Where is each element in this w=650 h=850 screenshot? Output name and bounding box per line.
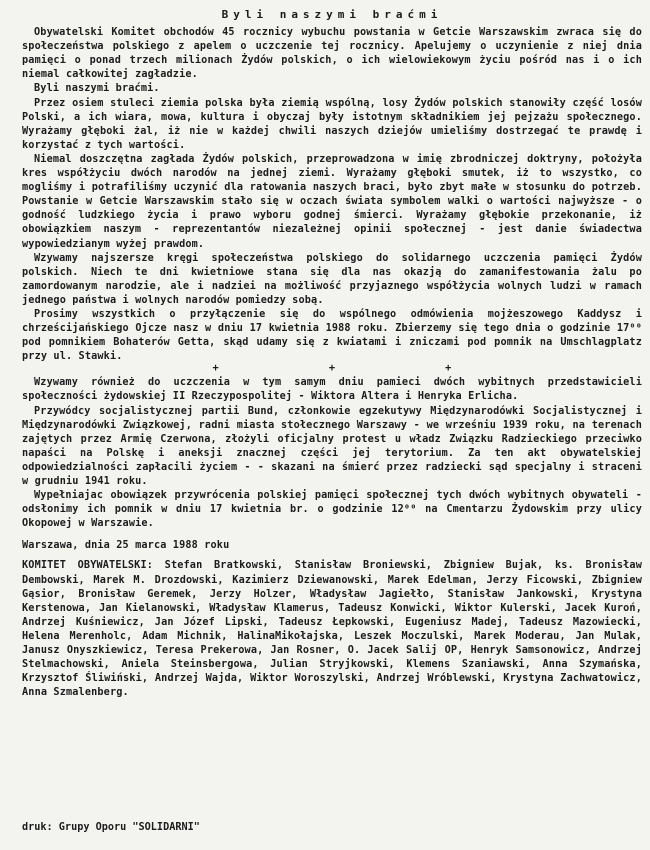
cross-mark: + [328,363,336,375]
paragraph-holocaust: Niemal doszczętna zagłada Żydów polskich, przeprowadzona w imię zbrodniczej doktryny, położyła kres współżyciu dwóch narodów na jednej ziemi. Wyrażamy głęboki smutek, iż to wszystko, co mogliśmy i potrafiliśmy uczynić dla ratowania naszych braci, było zbyt małe w stosunku do potrzeb. Powstanie w Getcie Warszawskim stało się w oczach świata symbolem walki o wartości najwyższe - o godność ludzkiego życia i prawo wyboru godnej śmierci. Wyrażamy głębokie przekonanie, iż obowiązkiem naszym - reprezentantów niezależnej opinii społecznej - jest danie świadectwa wypowiedzianym wyżej prawdom. [22,153,642,250]
paragraph-history: Przez osiem stuleci ziemia polska była ziemią wspólną, losy Żydów polskich stanowiły część losów Polski, a ich wiara, mowa, kultura i obyczaj były istotnym składnikiem jej pejzażu społecznego. Wyrażamy głęboki żal, iż nie w każdej chwili naszych dziejów umieliśmy dostrzegać te prawdę i korzystać z tych wartości. [22,97,642,151]
paragraph-intro: Obywatelski Komitet obchodów 45 rocznicy wybuchu powstania w Getcie Warszawskim zwraca się do społeczeństwa polskiego z apelem o uczczenie tej rocznicy. Apelujemy o uczynienie z niej dnia pamięci o ponad trzech milionach Żydów polskich, o ich wielowiekowym życiu pośród nas i o ich niemal całkowitej zagładzie. [22,27,642,81]
paragraph-call: Wzywamy najszersze kręgi społeczeństwa polskiego do solidarnego uczczenia pamięci Żydów polskich. Niech te dni kwietniowe stana się dla nas okazją do zamanifestowania żalu po zamordowanym narodzie, ale i nadziei na możliwość przyjaznego współżycia wolnych ludzi w ramach jednego państwa i wolnych narodów pomiedzy sobą. [22,252,642,306]
cross-divider [22,364,642,374]
cross-mark: + [212,363,219,375]
paragraph-alter-erlich: Wzywamy również do uczczenia w tym samym dniu pamieci dwóch wybitnych przedstawicieli społeczności żydowskiej II Rzeczypospolitej - Wiktora Altera i Henryka Erlicha. [22,377,642,403]
print-credit: druk: Grupy Oporu "SOLIDARNI" [22,822,200,833]
place-date: Warszawa, dnia 25 marca 1988 roku [22,540,230,552]
cross-mark: + [445,363,452,375]
paragraph-bund: Przywódcy socjalistycznej partii Bund, członkowie egzekutywy Międzynarodówki Socjalistycznej i Międzynarodówki Związkowej, radni miasta stołecznego Warszawy - we wrześniu 1939 roku, na terenach zajętych przez Armię Czerwona, złożyli oficjalny protest u władz Związku Radzieckiego przeciwko napaści na Polskę i aneksji znacznej części jej terytorium. Za ten akt obywatelskiej odpowiedzialności zapłacili życiem - - skazani na śmierć przez radziecki sąd specjalny i straceni w grudniu 1941 roku. [22,405,642,487]
document-title: Byli naszymi braćmi [221,8,443,21]
paragraph-prayer: Prosimy wszystkich o przyłączenie się do wspólnego odmówienia mojżeszowego Kaddysz i chrześcijańskiego Ojcze nasz w dniu 17 kwietnia 1988 roku. Zbierzemy się tego dnia o godzinie 17⁰⁰ pod pomnikiem Bohaterów Getta, skąd udamy się z kwiatami i zniczami pod pomnik na Umschlagplatz przy ul. Stawki. [22,308,642,363]
paragraph-monument: Wypełniajac obowiązek przywrócenia polskiej pamięci społecznej tych dwóch wybitnych obywateli - odsłonimy ich pomnik w dniu 17 kwietnia br. o godzinie 12⁰⁰ na Cmentarzu Żydowskim przy ulicy Okopowej w Warszawie. [22,490,642,530]
paragraph-brothers: Byli naszymi braćmi. [34,83,160,95]
committee-signatories: KOMITET OBYWATELSKI: Stefan Bratkowski, Stanisław Broniewski, Zbigniew Bujak, ks. Bronisław Dembowski, Marek M. Drozdowski, Kazimierz Dziewanowski, Marek Edelman, Jerzy Ficowski, Zbigniew Gąsior, Bronisław Geremek, Jerzy Holzer, Władysław Jagiełło, Stanisław Jankowski, Krystyna Kerstenowa, Jan Kielanowski, Władysław Klamerus, Tadeusz Konwicki, Wiktor Kulerski, Jacek Kuroń, Andrzej Kuśniewicz, Jan Józef Lipski, Tadeusz Łepkowski, Eugeniusz Madej, Tadeusz Mazowiecki, Helena Merenholc, Adam Michnik, HalinaMikołajska, Leszek Moczulski, Marek Moderau, Jan Mulak, Janusz Onyszkiewicz, Teresa Prekerowa, Jan Rosner, O. Jacek Salij OP, Henryk Samsonowicz, Andrzej Stelmachowski, Aniela Steinsbergowa, Julian Stryjkowski, Klemens Szaniawski, Anna Szymańska, Krzysztof Śliwiński, Andrzej Wajda, Wiktor Woroszylski, Andrzej Wróblewski, Krystyna Zachwatowicz, Anna Szmalenberg. [22,560,642,699]
